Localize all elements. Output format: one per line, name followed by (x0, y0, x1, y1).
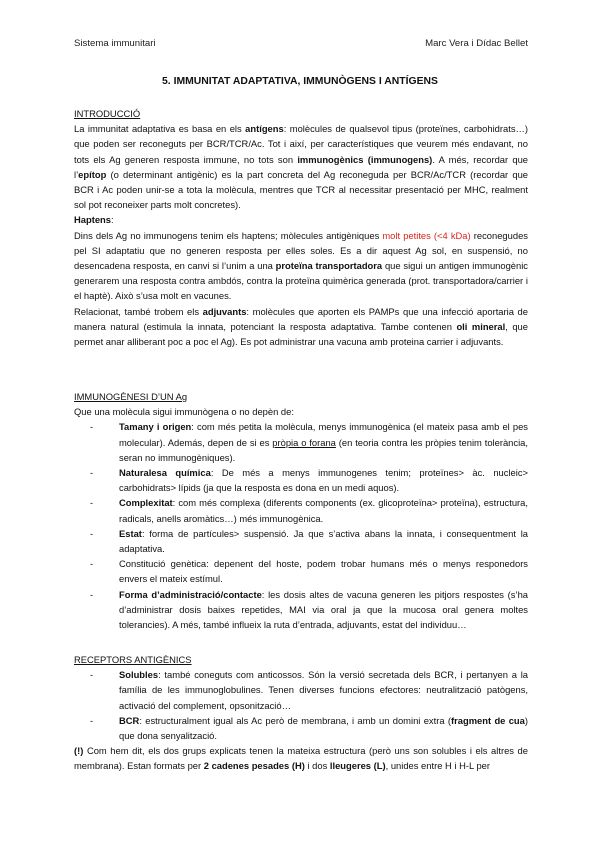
text-run: . A més, recordar que l’ (74, 153, 529, 180)
intro-paragraph (74, 121, 528, 212)
text-run: i dos (304, 760, 330, 772)
text-run: Com hem dit, els dos grups explicats tenen la mateixa estructura (però uns son solubles i els altres de membrana). Estan formats per (74, 745, 528, 772)
text-run: : estructuralment igual als Ac però de membrana, i amb un domini extra ( (139, 714, 451, 726)
list-item (74, 556, 528, 586)
list-item (74, 667, 528, 713)
text-run: : molècules de qualsevol tipus (proteïnes, carbohidrats…) que poden ser reconeguts per BCR/TCR/Ac. Tot i així, per característiques que veurem més endavant, no tots els Ag generen resposta immune, no tots son (74, 123, 528, 165)
text-run: : forma de partícules> suspensió. Ja que s’activa abans la innata, i consequentment la adaptativa. (119, 527, 528, 555)
structure-note (74, 743, 528, 773)
list-item (74, 465, 528, 495)
text-run: : com més complexa (diferents components (ex. glicoproteïna> proteïna), estructura, radicals, anells aromàtics…) més immunogènica. (119, 497, 528, 524)
text-run: pròpia o forana (272, 436, 336, 448)
text-run: : com més petita la molècula, menys immunogènica (el mateix pasa amb el pes molecular). Además, depen de si es (119, 421, 528, 448)
text-run: : molècules que aporten els PAMPs que una infecció aportaria de manera natural (estimula la innata, potenciant la resposta adaptativa. Tambe contenen (74, 305, 528, 332)
text-run: La immunitat adaptativa es basa en els (74, 123, 246, 135)
intro-heading: INTRODUCCIÓ (74, 108, 141, 119)
list-item-text (119, 467, 528, 493)
text-run: oli mineral (456, 320, 506, 332)
receptors-heading: RECEPTORS ANTIGÈNICS (74, 654, 192, 665)
text-run: : De més a menys immunogenes tenim; proteïnes> àc. nucleic> carbohidrats> lípids (ja que la resposta es dona en un medi aquos). (119, 467, 528, 494)
list-item-text (119, 528, 528, 554)
bullet-dash: - (90, 467, 94, 479)
page-title: 5. IMMUNITAT ADAPTATIVA, IMMUNÒGENS I ANTÍGENS (162, 76, 438, 87)
text-run: Tamany i origen (119, 421, 192, 433)
list-item-text (119, 558, 528, 584)
receptors-list (74, 667, 528, 743)
haptens-label: Haptens (74, 214, 111, 226)
text-run: Naturalesa química (119, 467, 211, 479)
text-run: Estat (119, 527, 142, 539)
text-run: : les dosis altes de vacuna generen les pitjors respostes (s’ha d’administrar dosis baixes repetides, MAI via oral ja que la mucosa oral genera moltes tolerancies). A més, també influeix la ruta d’entrada, adjuvants, estat del individuu… (119, 588, 528, 631)
text-run: immunogènics (immunogens) (297, 153, 433, 165)
text-run: : també coneguts com anticossos. Són la versió secretada dels BCR, i pertanyen a la família de les immunoglobulines. Tenen diverses funcions efectores: neutralització patògens, activació del complement, opsonització… (119, 669, 528, 711)
header-right-text: Marc Vera i Dídac Bellet (425, 38, 528, 49)
bullet-dash: - (90, 669, 94, 681)
list-item (74, 587, 528, 633)
list-item-text (119, 497, 528, 523)
bullet-dash: - (90, 527, 94, 539)
text-run: lleugeres (L) (329, 760, 386, 772)
immunogenesis-list (74, 419, 528, 632)
list-item (74, 526, 528, 556)
bullet-dash: - (90, 421, 94, 433)
text-run: Solubles (119, 669, 159, 681)
list-item (74, 495, 528, 525)
adjuvants-paragraph (74, 304, 528, 350)
list-item-text (119, 715, 528, 741)
bullet-dash: - (90, 588, 94, 600)
haptens-heading (74, 212, 528, 227)
list-item (74, 713, 528, 743)
text-run: ) que dona senyalització. (119, 714, 528, 742)
text-run: 2 cadenes pesades (H) (203, 760, 305, 772)
text-run: Complexitat (119, 497, 173, 509)
text-run: fragment de cua (451, 714, 525, 726)
text-run: , unides entre H i H-L per (385, 760, 490, 772)
text-run: , que permet anar alliberant poc a poc el Ag). Es pot administrar una vacuna amb proteina carrier i adjuvants. (74, 320, 528, 348)
haptens-paragraph (74, 228, 528, 304)
text-run: Relacionat, també trobem els (74, 305, 203, 317)
text-run: proteïna transportadora (275, 260, 383, 272)
text-run: BCR (119, 714, 140, 726)
bullet-dash: - (90, 497, 94, 509)
text-run: Dins dels Ag no immunogens tenim els haptens; mòlecules antigèniques (74, 229, 383, 241)
intro-section (74, 106, 528, 349)
bullet-dash: - (90, 558, 94, 570)
haptens-colon: : (111, 214, 114, 226)
text-run: molt petites (<4 kDa) (382, 229, 471, 241)
text-run: Forma d’administració/contacte (119, 588, 262, 600)
text-run: que sigui un antigen immunogènic generarem una resposta contra ambdós, contra la proteïna quimèrica generada (prot. transportadora/carrier i el haptè). Això s’usa molt en vacunes. (74, 260, 528, 302)
text-run: Constitució genètica: depenent del hoste, podem trobar humans més o menys responedors envers el mateix estímul. (119, 558, 528, 585)
text-run: adjuvants (202, 305, 247, 317)
text-run: antígens (245, 123, 284, 135)
text-run: (en teoria contra les pròpies tenim tolerància, seran no immunogèniques). (119, 436, 528, 463)
immunogenesis-heading: IMMUNOGÈNESI D’UN Ag (74, 391, 188, 402)
bullet-dash: - (90, 714, 94, 726)
text-run: reconegudes pel SI adaptatiu que no generen resposta per elles soles. Es a dir aquest Ag sol, en suspensió, no desencadena resposta, en canvi si l’unim a una (74, 229, 528, 272)
text-run: (!) (74, 745, 84, 757)
list-item-text (119, 421, 528, 462)
list-item (74, 419, 528, 465)
text-run: (o determinant antigènic) es la part concreta del Ag reconeguda per BCR/Ac/TCR (recordar que BCR i Ac poden unir-se a tota la molècula, mentres que TCR al necessitar presentació per MHC, realment sol pot reconeixer parts molt concretes). (74, 168, 528, 211)
receptors-section (74, 652, 528, 774)
immunogenesis-lead: Que una molècula sigui immunògena o no depèn de: (74, 406, 294, 418)
list-item-text (119, 589, 528, 630)
list-item-text (119, 669, 528, 710)
immunogenesis-section (74, 389, 528, 632)
header-left-text: Sistema immunitari (74, 38, 156, 49)
text-run: epítop (78, 168, 107, 180)
